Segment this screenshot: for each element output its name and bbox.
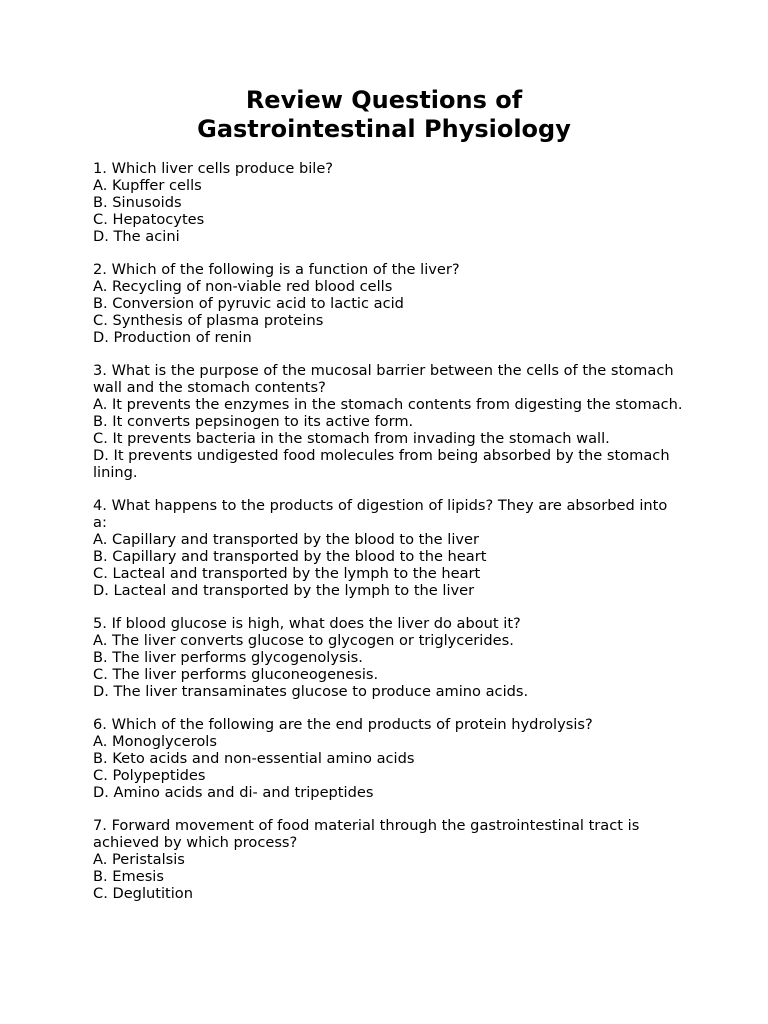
answer-option: B. Emesis	[93, 868, 164, 885]
question-text: 2. Which of the following is a function of the liver?	[93, 261, 460, 278]
question-2	[93, 261, 683, 346]
questions-list	[93, 160, 683, 918]
question-text: 1. Which liver cells produce bile?	[93, 160, 334, 177]
answer-option: D. Amino acids and di- and tripeptides	[93, 784, 374, 801]
question-3	[93, 362, 683, 481]
answer-option: A. Capillary and transported by the blood to the liver	[93, 531, 480, 548]
answer-option: C. Synthesis of plasma proteins	[93, 312, 324, 329]
answer-option: A. It prevents the enzymes in the stomach contents from digesting the stomach.	[93, 396, 683, 413]
answer-option: B. Sinusoids	[93, 194, 182, 211]
answer-option: C. Polypeptides	[93, 767, 206, 784]
question-5	[93, 615, 683, 700]
answer-option: A. Recycling of non-viable red blood cells	[93, 278, 393, 295]
question-text: 7. Forward movement of food material through the gastrointestinal tract is achieved by which process?	[93, 817, 640, 851]
question-text: 4. What happens to the products of digestion of lipids? They are absorbed into a:	[93, 497, 668, 531]
answer-option: A. Kupffer cells	[93, 177, 202, 194]
answer-option: A. Monoglycerols	[93, 733, 217, 750]
title-line-2: Gastrointestinal Physiology	[197, 115, 571, 143]
answer-option: C. The liver performs gluconeogenesis.	[93, 666, 379, 683]
answer-option: A. The liver converts glucose to glycogen or triglycerides.	[93, 632, 514, 649]
answer-option: C. Deglutition	[93, 885, 193, 902]
page-title	[0, 86, 768, 144]
answer-option: D. Lacteal and transported by the lymph to the liver	[93, 582, 475, 599]
title-line-1: Review Questions of	[245, 86, 523, 114]
question-1	[93, 160, 683, 245]
answer-option: B. It converts pepsinogen to its active form.	[93, 413, 414, 430]
answer-option: A. Peristalsis	[93, 851, 185, 868]
answer-option: C. Hepatocytes	[93, 211, 205, 228]
question-text: 3. What is the purpose of the mucosal barrier between the cells of the stomach wall and the stomach contents?	[93, 362, 674, 396]
answer-option: B. Keto acids and non-essential amino acids	[93, 750, 415, 767]
answer-option: B. Capillary and transported by the blood to the heart	[93, 548, 487, 565]
answer-option: C. It prevents bacteria in the stomach from invading the stomach wall.	[93, 430, 610, 447]
question-text: 6. Which of the following are the end products of protein hydrolysis?	[93, 716, 593, 733]
answer-option: D. Production of renin	[93, 329, 252, 346]
answer-option: B. The liver performs glycogenolysis.	[93, 649, 363, 666]
answer-option: D. The liver transaminates glucose to produce amino acids.	[93, 683, 529, 700]
question-4	[93, 497, 683, 599]
question-text: 5. If blood glucose is high, what does the liver do about it?	[93, 615, 521, 632]
answer-option: C. Lacteal and transported by the lymph to the heart	[93, 565, 481, 582]
answer-option: B. Conversion of pyruvic acid to lactic acid	[93, 295, 404, 312]
question-7	[93, 817, 683, 902]
answer-option: D. It prevents undigested food molecules from being absorbed by the stomach lining.	[93, 447, 670, 481]
answer-option: D. The acini	[93, 228, 180, 245]
question-6	[93, 716, 683, 801]
